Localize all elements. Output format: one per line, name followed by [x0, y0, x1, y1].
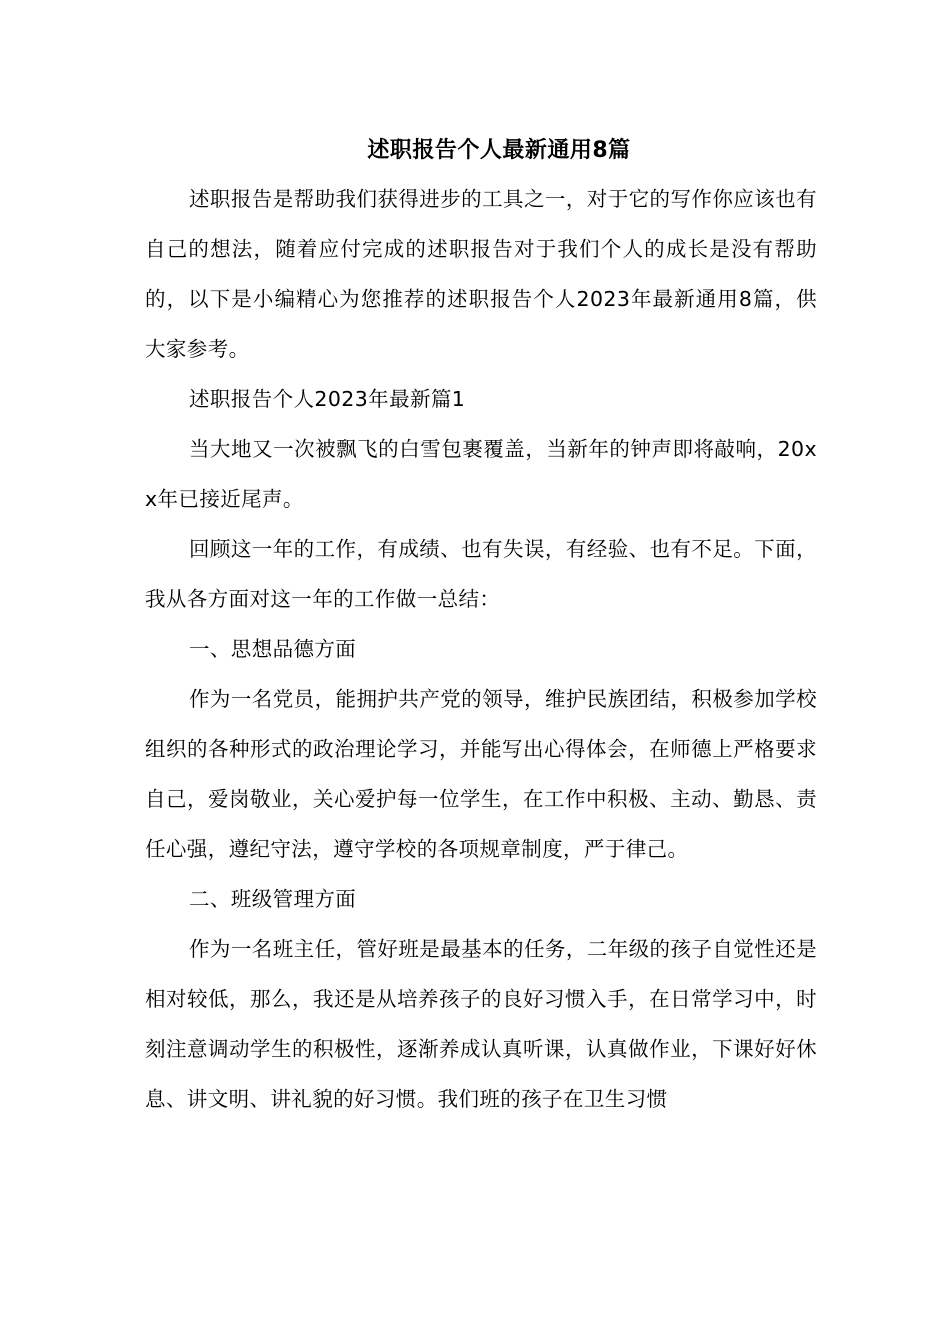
paragraph-review: 回顾这一年的工作，有成绩、也有失误，有经验、也有不足。下面，我从各方面对这一年的工作做一总结： [145, 537, 817, 611]
paragraph-class-management: 作为一名班主任，管好班是最基本的任务，二年级的孩子自觉性还是相对较低，那么，我还是从培养孩子的良好习惯入手，在日常学习中，时刻注意调动学生的积极性，逐渐养成认真听课，认真做作业，下课好好休息、讲文明、讲礼貌的好习惯。我们班的孩子在卫生习惯 [145, 937, 817, 1111]
section-heading-ideology: 一、思想品德方面 [189, 637, 357, 661]
document-title: 述职报告个人最新通用8篇 [367, 138, 631, 163]
intro-paragraph: 述职报告是帮助我们获得进步的工具之一，对于它的写作你应该也有自己的想法，随着应付完成的述职报告对于我们个人的成长是没有帮助的，以下是小编精心为您推荐的述职报告个人2023年最新通用8篇，供大家参考。 [145, 187, 817, 361]
section-heading-class-management: 二、班级管理方面 [189, 887, 357, 911]
section-heading-article-1: 述职报告个人2023年最新篇1 [189, 387, 466, 411]
paragraph-year-end: 当大地又一次被飘飞的白雪包裹覆盖，当新年的钟声即将敲响，20xx年已接近尾声。 [145, 437, 817, 511]
paragraph-ideology: 作为一名党员，能拥护共产党的领导，维护民族团结，积极参加学校组织的各种形式的政治理论学习，并能写出心得体会，在师德上严格要求自己，爱岗敬业，关心爱护每一位学生，在工作中积极、主动、勤恳、责任心强，遵纪守法，遵守学校的各项规章制度，严于律己。 [145, 687, 817, 861]
document-body [145, 128, 817, 1124]
